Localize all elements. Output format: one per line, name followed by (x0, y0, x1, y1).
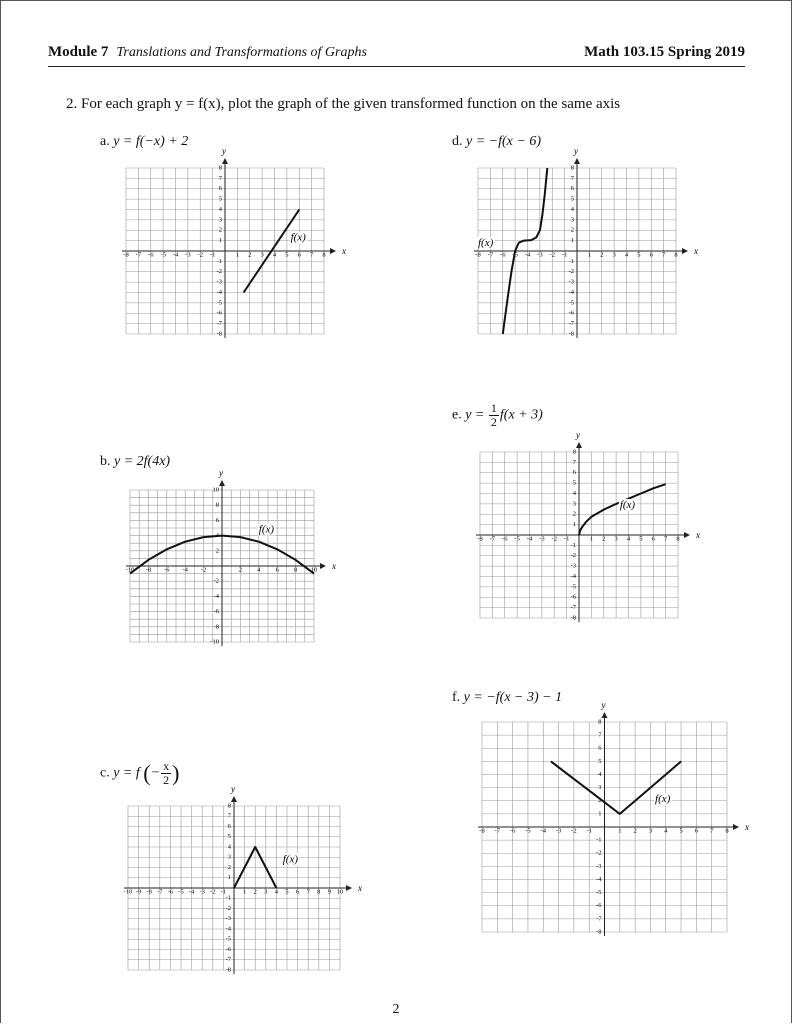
part-f-expression: y = −f(x − 3) − 1 (463, 690, 563, 705)
y-tick-label: -7 (216, 320, 222, 328)
x-tick-label: -4 (524, 251, 531, 259)
y-tick-label: 2 (572, 510, 576, 518)
module-label: Module 7 (48, 44, 109, 60)
y-tick-label: 10 (212, 486, 219, 494)
y-tick-label: 7 (598, 731, 602, 739)
y-tick-label: 6 (215, 516, 219, 524)
x-tick-label: -6 (167, 888, 174, 896)
x-tick-label: 3 (614, 535, 618, 543)
x-tick-label: 7 (664, 535, 668, 543)
x-tick-label: -7 (489, 535, 496, 543)
y-tick-label: -2 (596, 849, 602, 857)
x-tick-label: -2 (571, 827, 577, 835)
x-tick-label: 1 (618, 827, 622, 835)
x-tick-label: 2 (600, 251, 604, 259)
curve-label-e: f(x) (619, 499, 636, 512)
y-tick-label: -1 (596, 836, 602, 844)
x-tick-label: 2 (633, 827, 637, 835)
x-tick-label: 10 (336, 888, 344, 896)
y-tick-label: 8 (570, 164, 574, 172)
y-tick-label: 2 (218, 226, 222, 234)
x-tick-label: 4 (626, 535, 631, 543)
x-tick-label: -10 (125, 566, 135, 574)
x-tick-label: -2 (200, 566, 207, 574)
part-c-prefix: y = f (113, 765, 140, 781)
x-tick-label: 6 (649, 251, 653, 259)
part-e-suffix: f(x + 3) (499, 407, 543, 423)
x-tick-label: -4 (188, 888, 195, 896)
part-c-letter: c. (100, 765, 110, 781)
x-tick-label: 8 (725, 827, 729, 835)
x-tick-label: 4 (257, 566, 261, 574)
part-a-expression: y = f(−x) + 2 (113, 134, 189, 149)
x-tick-label: 4 (624, 251, 629, 259)
x-tick-label: -7 (157, 888, 163, 896)
x-tick-label: 8 (676, 535, 680, 543)
y-tick-label: 2 (215, 547, 219, 555)
course-label: Math 103.15 Spring 2019 (584, 44, 745, 60)
x-tick-label: -7 (135, 251, 142, 259)
x-tick-label: 3 (612, 251, 616, 259)
y-tick-label: -2 (568, 268, 574, 276)
y-tick-label: 1 (598, 810, 602, 818)
x-tick-label: 3 (264, 888, 268, 896)
x-tick-label: 6 (694, 827, 698, 835)
y-tick-label: -4 (570, 572, 576, 580)
page-number: 2 (392, 1002, 400, 1017)
y-tick-label: 5 (572, 479, 576, 487)
x-tick-label: 6 (651, 535, 655, 543)
x-tick-label: -3 (185, 251, 191, 259)
x-tick-label: -6 (148, 251, 154, 259)
part-c-frac-num: x (163, 759, 170, 773)
y-tick-label: 4 (227, 843, 231, 851)
y-tick-label: -4 (568, 288, 574, 296)
x-tick-label: 1 (235, 251, 239, 259)
part-e-letter: e. (452, 407, 462, 423)
x-tick-label: 2 (248, 251, 252, 259)
x-tick-label: 5 (285, 251, 289, 259)
x-tick-label: -8 (145, 566, 152, 574)
x-tick-label: -8 (123, 251, 129, 259)
x-tick-label: 7 (310, 251, 314, 259)
y-axis-arrow (602, 712, 608, 718)
x-tick-label: -8 (479, 827, 485, 835)
y-tick-label: 6 (218, 185, 222, 193)
x-tick-label: -4 (172, 251, 179, 259)
x-tick-label: -2 (549, 251, 555, 259)
y-tick-label: -3 (216, 278, 222, 286)
y-tick-label: -6 (225, 945, 231, 953)
x-tick-label: 5 (285, 888, 289, 896)
x-axis-arrow (733, 824, 739, 830)
x-tick-label: 7 (710, 827, 714, 835)
x-axis-label: x (342, 246, 346, 256)
x-tick-label: 8 (674, 251, 678, 259)
y-tick-label: 2 (227, 863, 231, 871)
x-tick-label: 4 (664, 827, 668, 835)
y-tick-label: -3 (570, 562, 576, 570)
x-tick-label: 4 (272, 251, 277, 259)
x-tick-label: -6 (509, 827, 516, 835)
x-tick-label: -8 (475, 251, 481, 259)
x-tick-label: -4 (182, 566, 188, 574)
y-tick-label: 6 (570, 185, 574, 193)
curve-label-f: f(x) (655, 793, 671, 806)
y-tick-label: 8 (572, 448, 576, 456)
y-tick-label: 3 (570, 216, 574, 224)
y-tick-label: -1 (225, 894, 231, 902)
y-tick-label: 8 (215, 501, 219, 509)
part-b-letter: b. (100, 454, 111, 469)
y-tick-label: 4 (570, 205, 574, 213)
x-tick-label: 7 (662, 251, 666, 259)
y-tick-label: -2 (570, 552, 576, 560)
y-tick-label: -3 (596, 862, 602, 870)
y-axis-label: y (219, 468, 223, 478)
y-tick-label: 8 (227, 802, 231, 810)
y-tick-label: 4 (572, 489, 576, 497)
x-axis-label: x (358, 883, 362, 893)
part-d-letter: d. (452, 134, 463, 149)
y-tick-label: -8 (568, 330, 574, 338)
x-tick-label: -5 (178, 888, 184, 896)
x-tick-label: 2 (253, 888, 257, 896)
y-tick-label: -4 (213, 592, 219, 600)
y-tick-label: 3 (598, 784, 602, 792)
module-topic: Translations and Transformations of Graphs (116, 45, 367, 60)
x-tick-label: 2 (602, 535, 606, 543)
x-tick-label: -1 (209, 251, 216, 259)
x-tick-label: -5 (512, 251, 518, 259)
x-tick-label: 10 (310, 566, 318, 574)
x-tick-label: -6 (502, 535, 508, 543)
y-tick-label: 8 (218, 164, 222, 172)
part-e-prefix: y = (465, 407, 485, 423)
x-tick-label: 8 (293, 566, 298, 574)
y-tick-label: -10 (210, 638, 219, 646)
y-tick-label: 7 (218, 174, 222, 182)
y-tick-label: -7 (225, 956, 231, 964)
part-e-frac-num: 1 (490, 401, 497, 415)
y-tick-label: -6 (213, 608, 219, 616)
y-tick-label: 6 (598, 744, 602, 752)
y-tick-label: 7 (227, 812, 231, 820)
y-tick-label: -6 (570, 593, 576, 601)
problem-text: For each graph y = f(x), plot the graph of the given transformed function on the same axis (81, 96, 621, 112)
y-tick-label: 6 (227, 822, 231, 830)
x-tick-label: -6 (164, 566, 170, 574)
x-tick-label: -7 (487, 251, 494, 259)
x-tick-label: 1 (587, 251, 591, 259)
y-tick-label: 2 (570, 226, 574, 234)
x-tick-label: 5 (679, 827, 683, 835)
y-tick-label: -5 (570, 583, 576, 591)
y-tick-label: -5 (216, 299, 222, 307)
x-axis-label: x (694, 246, 698, 256)
y-tick-label: -6 (216, 309, 222, 317)
y-tick-label: -8 (596, 928, 602, 936)
y-tick-label: 5 (218, 195, 222, 203)
x-tick-label: -2 (551, 535, 557, 543)
y-tick-label: 5 (598, 757, 602, 765)
x-tick-label: -6 (500, 251, 506, 259)
part-e-frac-den: 2 (490, 415, 497, 429)
y-axis-label: y (601, 700, 606, 710)
y-tick-label: 3 (218, 216, 222, 224)
y-tick-label: 5 (570, 195, 574, 203)
x-tick-label: -1 (586, 827, 592, 835)
y-axis-label: y (574, 146, 578, 156)
y-tick-label: -8 (570, 614, 576, 622)
x-tick-label: 3 (260, 251, 264, 259)
x-tick-label: 5 (639, 535, 643, 543)
y-tick-label: -2 (225, 904, 231, 912)
x-tick-label: 2 (238, 566, 243, 574)
part-b-expression: y = 2f(4x) (114, 454, 171, 469)
x-tick-label: -3 (537, 251, 543, 259)
problem-number: 2. (66, 96, 78, 112)
y-tick-label: 2 (598, 797, 602, 805)
y-tick-label: -1 (570, 541, 576, 549)
curve-label-b: f(x) (258, 523, 275, 536)
y-tick-label: -3 (225, 915, 231, 923)
y-tick-label: -2 (216, 268, 222, 276)
y-tick-label: 4 (215, 532, 219, 540)
part-c-label: c. y = f (− $\frac{x}{2}$ ) (100, 759, 180, 787)
x-tick-label: 8 (322, 251, 326, 259)
y-tick-label: 7 (570, 174, 574, 182)
x-tick-label: 5 (637, 251, 641, 259)
x-axis-label: x (696, 530, 700, 540)
x-tick-label: -2 (197, 251, 203, 259)
y-tick-label: 1 (570, 237, 574, 245)
x-tick-label: -10 (123, 888, 133, 896)
x-tick-label: -8 (477, 535, 483, 543)
x-tick-label: 1 (589, 535, 593, 543)
y-tick-label: 4 (598, 770, 602, 778)
y-axis-label: y (222, 146, 226, 156)
x-tick-label: -5 (160, 251, 166, 259)
x-tick-label: -2 (210, 888, 216, 896)
y-tick-label: 4 (218, 205, 222, 213)
x-tick-label: 7 (306, 888, 310, 896)
y-tick-label: -6 (596, 902, 602, 910)
x-axis-label: x (332, 561, 336, 571)
y-tick-label: -4 (216, 288, 222, 296)
part-d-expression: y = −f(x − 6) (466, 134, 541, 149)
x-axis-label: x (745, 822, 749, 832)
x-tick-label: -3 (555, 827, 562, 835)
y-tick-label: -1 (216, 257, 222, 265)
y-tick-label: -4 (225, 925, 231, 933)
x-tick-label: -1 (561, 251, 568, 259)
y-tick-label: 8 (598, 718, 602, 726)
y-tick-label: -8 (216, 330, 222, 338)
x-tick-label: 6 (275, 566, 279, 574)
x-tick-label: 4 (274, 888, 279, 896)
x-tick-label: -4 (526, 535, 533, 543)
curve-label-d: f(x) (478, 236, 494, 249)
x-tick-label: 6 (295, 888, 300, 896)
x-tick-label: 1 (242, 888, 247, 896)
part-a-letter: a. (100, 134, 110, 149)
x-tick-label: -3 (539, 535, 545, 543)
y-tick-label: -8 (213, 623, 219, 631)
y-tick-label: 3 (572, 500, 576, 508)
y-tick-label: 6 (572, 469, 576, 477)
y-tick-label: -1 (568, 257, 574, 265)
x-tick-label: -7 (494, 827, 501, 835)
y-tick-label: -5 (596, 889, 602, 897)
y-tick-label: -7 (596, 915, 602, 923)
y-tick-label: 1 (218, 237, 222, 245)
x-tick-label: -1 (220, 888, 227, 896)
y-tick-label: -5 (568, 299, 574, 307)
x-tick-label: 8 (317, 888, 321, 896)
y-tick-label: 1 (227, 874, 231, 882)
y-axis-label: y (576, 430, 580, 440)
x-tick-label: 6 (297, 251, 301, 259)
x-tick-label: -9 (135, 888, 142, 896)
y-tick-label: -4 (596, 875, 602, 883)
x-tick-label: 9 (327, 888, 332, 896)
y-tick-label: 5 (227, 833, 231, 841)
y-tick-label: -2 (213, 577, 219, 585)
x-tick-label: 3 (648, 827, 653, 835)
y-tick-label: 3 (227, 853, 231, 861)
x-tick-label: -1 (563, 535, 570, 543)
y-tick-label: -6 (568, 309, 574, 317)
y-tick-label: -5 (225, 935, 231, 943)
y-tick-label: -7 (570, 604, 576, 612)
part-c-frac-sign: − (150, 765, 161, 781)
curve-label-c: f(x) (282, 853, 299, 866)
y-axis-label: y (231, 784, 235, 794)
x-tick-label: -8 (146, 888, 152, 896)
y-tick-label: 1 (572, 521, 576, 529)
y-tick-label: -7 (568, 320, 574, 328)
y-tick-label: 7 (572, 458, 576, 466)
x-tick-label: -3 (199, 888, 205, 896)
x-tick-label: -4 (540, 827, 546, 835)
curve-label-a: f(x) (290, 231, 306, 244)
part-c-frac-den: 2 (163, 773, 170, 787)
x-tick-label: -5 (525, 827, 531, 835)
part-f-letter: f. (452, 690, 461, 705)
y-tick-label: -3 (568, 278, 574, 286)
x-tick-label: -5 (514, 535, 520, 543)
y-tick-label: -8 (225, 966, 231, 974)
